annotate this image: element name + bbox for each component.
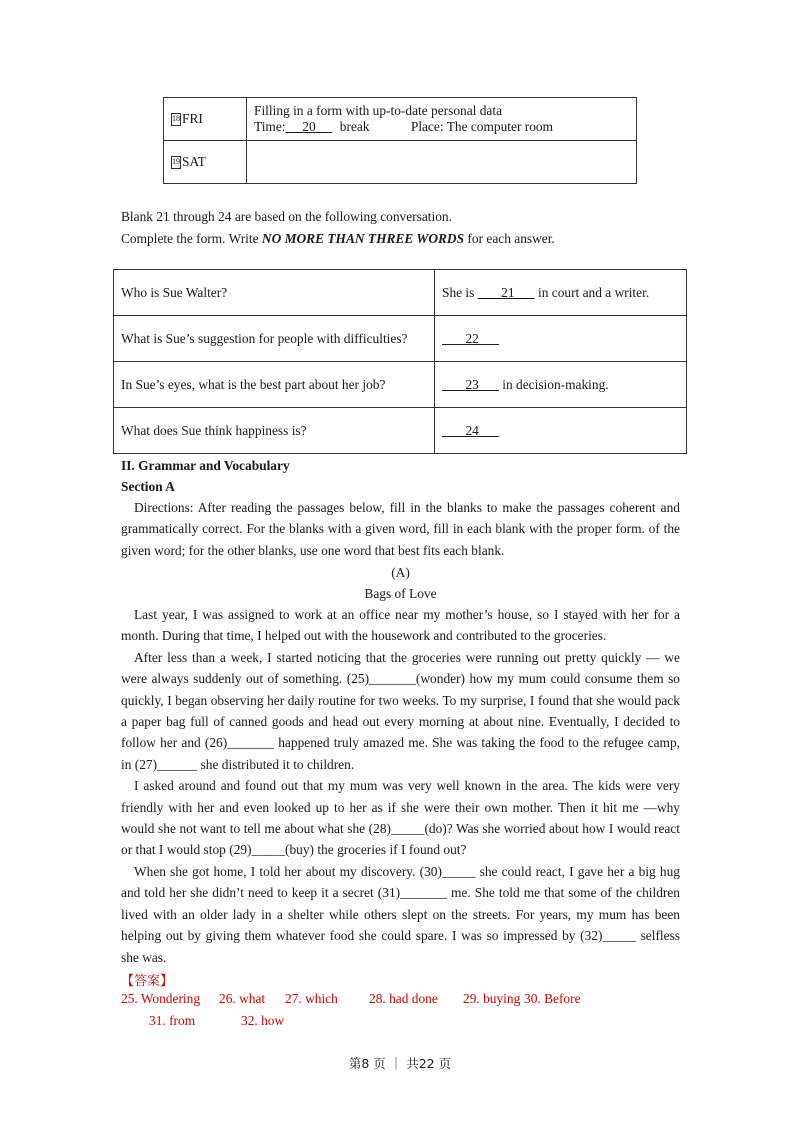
qa-row [114,362,687,408]
qa-table [113,269,687,454]
answers-row-2 [149,1013,284,1029]
answers-row-1 [121,991,581,1007]
section-subtitle: Section A [121,479,175,494]
schedule-activity-cell [247,98,637,141]
answer-cell: 23 in decision-making. [435,362,687,408]
answer-item: 27. which [285,991,338,1006]
answer-cell: She is 21 in court and a writer. [435,270,687,316]
instruction-line-2: Complete the form. Write NO MORE THAN THREE WORDS for each answer. [121,231,555,246]
blank-21: 21 [501,284,515,300]
passage-paragraph: When she got home, I told her about my discovery. (30)_____ she could react, I gave her a big hug and told her she didn’t need to keep it a secret (31)_______ me. She told me that some of the children lived with an older lady in a shelter while others slept on the streets. For years, my mum has been helping out by giving them whatever food she could spare. I was so impressed by (32)_____ selfless she was. [121,863,680,965]
question-cell: In Sue’s eyes, what is the best part about her job? [114,362,435,408]
passage-body [121,604,680,968]
question-cell: What is Sue’s suggestion for people with difficulties? [114,316,435,362]
blank-20: 20 [302,119,316,134]
passage-title: Bags of Love [364,586,437,601]
schedule-table [163,97,637,184]
activity-line: Filling in a form with up-to-date personal data [254,103,503,118]
answer-item: 30. Before [524,991,581,1006]
day-name: SAT [182,154,206,169]
answer-label: 【答案】 [121,974,174,989]
answer-item: 32. how [241,1013,285,1028]
passage-paragraph: After less than a week, I started noticing that the groceries were running out pretty quickly — we were always suddenly out of something. (25)_______(wonder) how my mum could consume them so quickly, I began observing her daily routine for two weeks. To my surprise, I found that she would pack a paper bag full of canned goods and head out every morning at about nine. Eventually, I decided to follow her and (26)_______ happened truly amazed me. She was taking the food to the refugee camp, in (27)______ she distributed it to children. [121,649,680,772]
answer-item: 26. what [219,991,266,1006]
answer-cell [435,316,687,362]
schedule-activity-cell [247,141,637,184]
blank-24: 24 [465,422,479,438]
blank-23: 23 [465,376,479,392]
passage-paragraph: Last year, I was assigned to work at an office near my mother’s house, so I stayed with her for a month. During that time, I helped out with the housework and contributed to the groceries. [121,607,680,644]
qa-row [114,408,687,454]
blank-22: 22 [465,330,479,346]
time-place-line: Time: 20 break Place: The computer room [254,119,554,134]
directions-paragraph: Directions: After reading the passages below, fill in the blanks to make the passages coherent and grammatically correct. For the blanks with a given word, fill in each blank with the proper form. of the given word; for the other blanks, use one word that best fits each blank. [121,500,680,558]
passage-label: (A) [391,565,410,580]
passage-paragraph: I asked around and found out that my mum was very well known in the area. The kids were very friendly with her and even looked up to her as if she were their own mother. Then it hit me —why would she not want to tell me about what she (28)_____(do)? Was she worried about how I would react or that I would stop (29)_____(buy) the groceries if I found out? [121,778,680,858]
answer-item: 29. buying [463,991,521,1006]
answer-cell [435,408,687,454]
answer-item: 25. Wondering [121,991,201,1006]
place-text: Place: The computer room [410,119,554,134]
schedule-row [164,98,637,141]
schedule-day-cell [164,98,247,141]
qa-row [114,316,687,362]
qa-row [114,270,687,316]
page-footer: 第8 页 ｜ 共22 页 [348,1056,452,1071]
schedule-row [164,141,637,184]
checkbox-icon: 19 [171,156,181,169]
instruction-line-1: Blank 21 through 24 are based on the following conversation. [121,209,452,224]
day-name: FRI [182,111,203,126]
question-cell: What does Sue think happiness is? [114,408,435,454]
question-cell: Who is Sue Walter? [114,270,435,316]
section-title: II. Grammar and Vocabulary [121,458,290,473]
answer-item: 31. from [149,1013,196,1028]
schedule-day-cell [164,141,247,184]
answer-item: 28. had done [369,991,438,1006]
checkbox-icon: 18 [171,113,181,126]
